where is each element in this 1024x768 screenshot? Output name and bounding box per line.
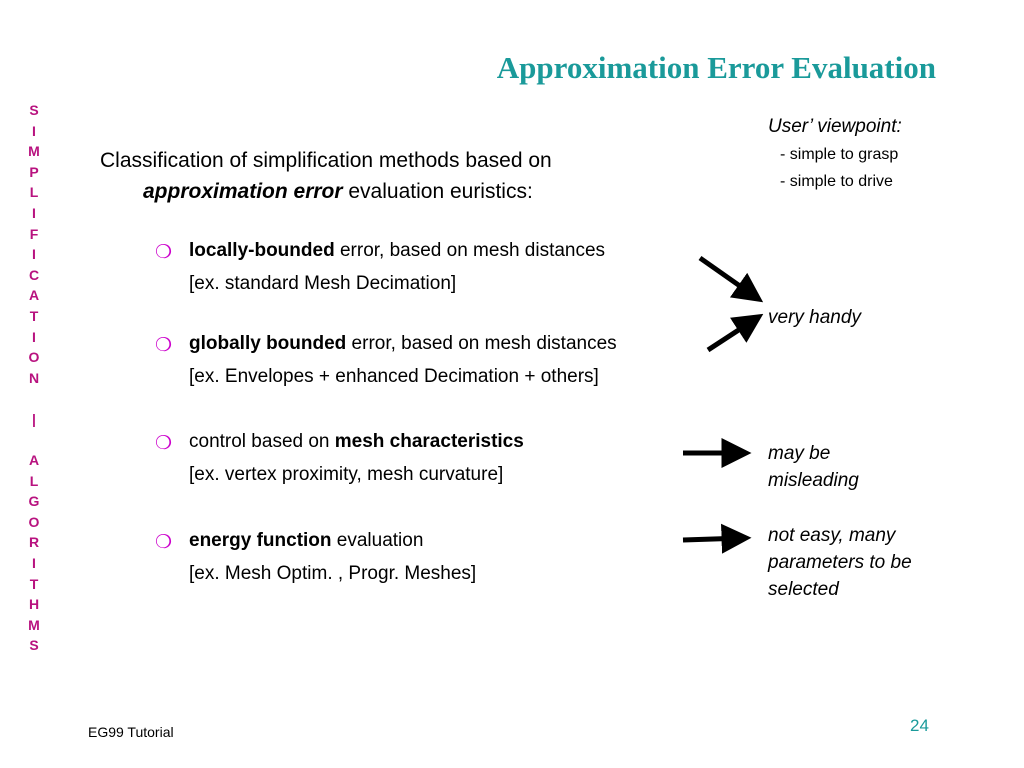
side-banner-char: M xyxy=(28,616,40,633)
item-text xyxy=(189,425,524,458)
side-banner-char: H xyxy=(28,596,40,613)
intro-line-2 xyxy=(100,176,680,207)
side-banner-char: G xyxy=(28,493,40,510)
side-banner-char: O xyxy=(28,513,40,530)
item-text xyxy=(189,524,423,557)
note-line: selected xyxy=(768,579,839,600)
side-banner-char: A xyxy=(28,287,40,304)
side-banner-char: I xyxy=(32,328,36,345)
item-bold: locally-bounded xyxy=(189,240,335,261)
side-banner-char: C xyxy=(28,266,40,283)
side-banner-char xyxy=(32,388,36,409)
intro-line-2-rest: evaluation euristics: xyxy=(342,180,533,203)
side-banner xyxy=(24,100,44,656)
arrow-globally-icon xyxy=(708,318,757,350)
user-viewpoint-heading: User’ viewpoint: xyxy=(768,116,902,137)
side-banner-char: L xyxy=(29,472,39,489)
item-example: [ex. standard Mesh Decimation] xyxy=(189,273,457,294)
page-number: 24 xyxy=(910,716,929,735)
bullet-icon: ❍ xyxy=(155,242,173,263)
bullet-icon: ❍ xyxy=(155,433,173,454)
side-banner-char: P xyxy=(29,163,39,180)
intro-line-1: Classification of simplification methods based on xyxy=(100,149,552,172)
note-line: misleading xyxy=(768,470,859,491)
side-banner-char: | xyxy=(32,410,36,427)
side-banner-char: S xyxy=(29,102,39,118)
user-viewpoint-point: - simple to drive xyxy=(780,173,893,190)
item-prefix: control based on xyxy=(189,431,335,452)
item-example: [ex. Envelopes + enhanced Decimation + others] xyxy=(189,366,599,387)
note-line: not easy, many xyxy=(768,525,896,546)
side-banner-char: I xyxy=(32,555,36,572)
item-bold: energy function xyxy=(189,530,332,551)
arrow-locally-icon xyxy=(700,258,757,298)
bullet-icon: ❍ xyxy=(155,335,173,356)
side-banner-char: I xyxy=(32,204,36,221)
item-example: [ex. Mesh Optim. , Progr. Meshes] xyxy=(189,563,477,584)
side-banner-char: O xyxy=(28,349,40,366)
note-line: parameters to be xyxy=(768,552,912,573)
item-text xyxy=(189,234,605,267)
side-banner-char: T xyxy=(29,575,39,592)
note-parameters xyxy=(768,522,912,603)
intro-text xyxy=(100,145,680,207)
item-rest: error, based on mesh distances xyxy=(334,240,606,261)
item-bold: globally bounded xyxy=(189,333,347,354)
bullet-icon: ❍ xyxy=(155,532,173,553)
note-misleading xyxy=(768,440,859,494)
footer-label: EG99 Tutorial xyxy=(88,724,174,740)
user-viewpoint-point: - simple to grasp xyxy=(780,146,899,163)
note-very-handy: very handy xyxy=(768,307,861,328)
side-banner-char: T xyxy=(29,307,39,324)
item-rest: evaluation xyxy=(331,530,424,551)
item-text xyxy=(189,327,617,360)
item-example: [ex. vertex proximity, mesh curvature] xyxy=(189,464,504,485)
arrow-parameters-icon xyxy=(683,538,744,540)
side-banner-char: M xyxy=(28,143,40,160)
side-banner-char xyxy=(32,430,36,451)
slide-title: Approximation Error Evaluation xyxy=(496,50,936,85)
note-line: may be xyxy=(768,443,831,464)
side-banner-char: N xyxy=(28,369,40,386)
side-banner-char: I xyxy=(32,122,36,139)
intro-emphasis: approximation error xyxy=(143,180,343,203)
item-bold: mesh characteristics xyxy=(334,431,524,452)
side-banner-char: I xyxy=(32,246,36,263)
side-banner-char: R xyxy=(28,534,40,551)
side-banner-char: S xyxy=(29,637,39,654)
item-rest: error, based on mesh distances xyxy=(346,333,617,354)
side-banner-char: F xyxy=(29,225,39,242)
side-banner-char: L xyxy=(29,184,39,201)
side-banner-char: A xyxy=(28,452,40,469)
